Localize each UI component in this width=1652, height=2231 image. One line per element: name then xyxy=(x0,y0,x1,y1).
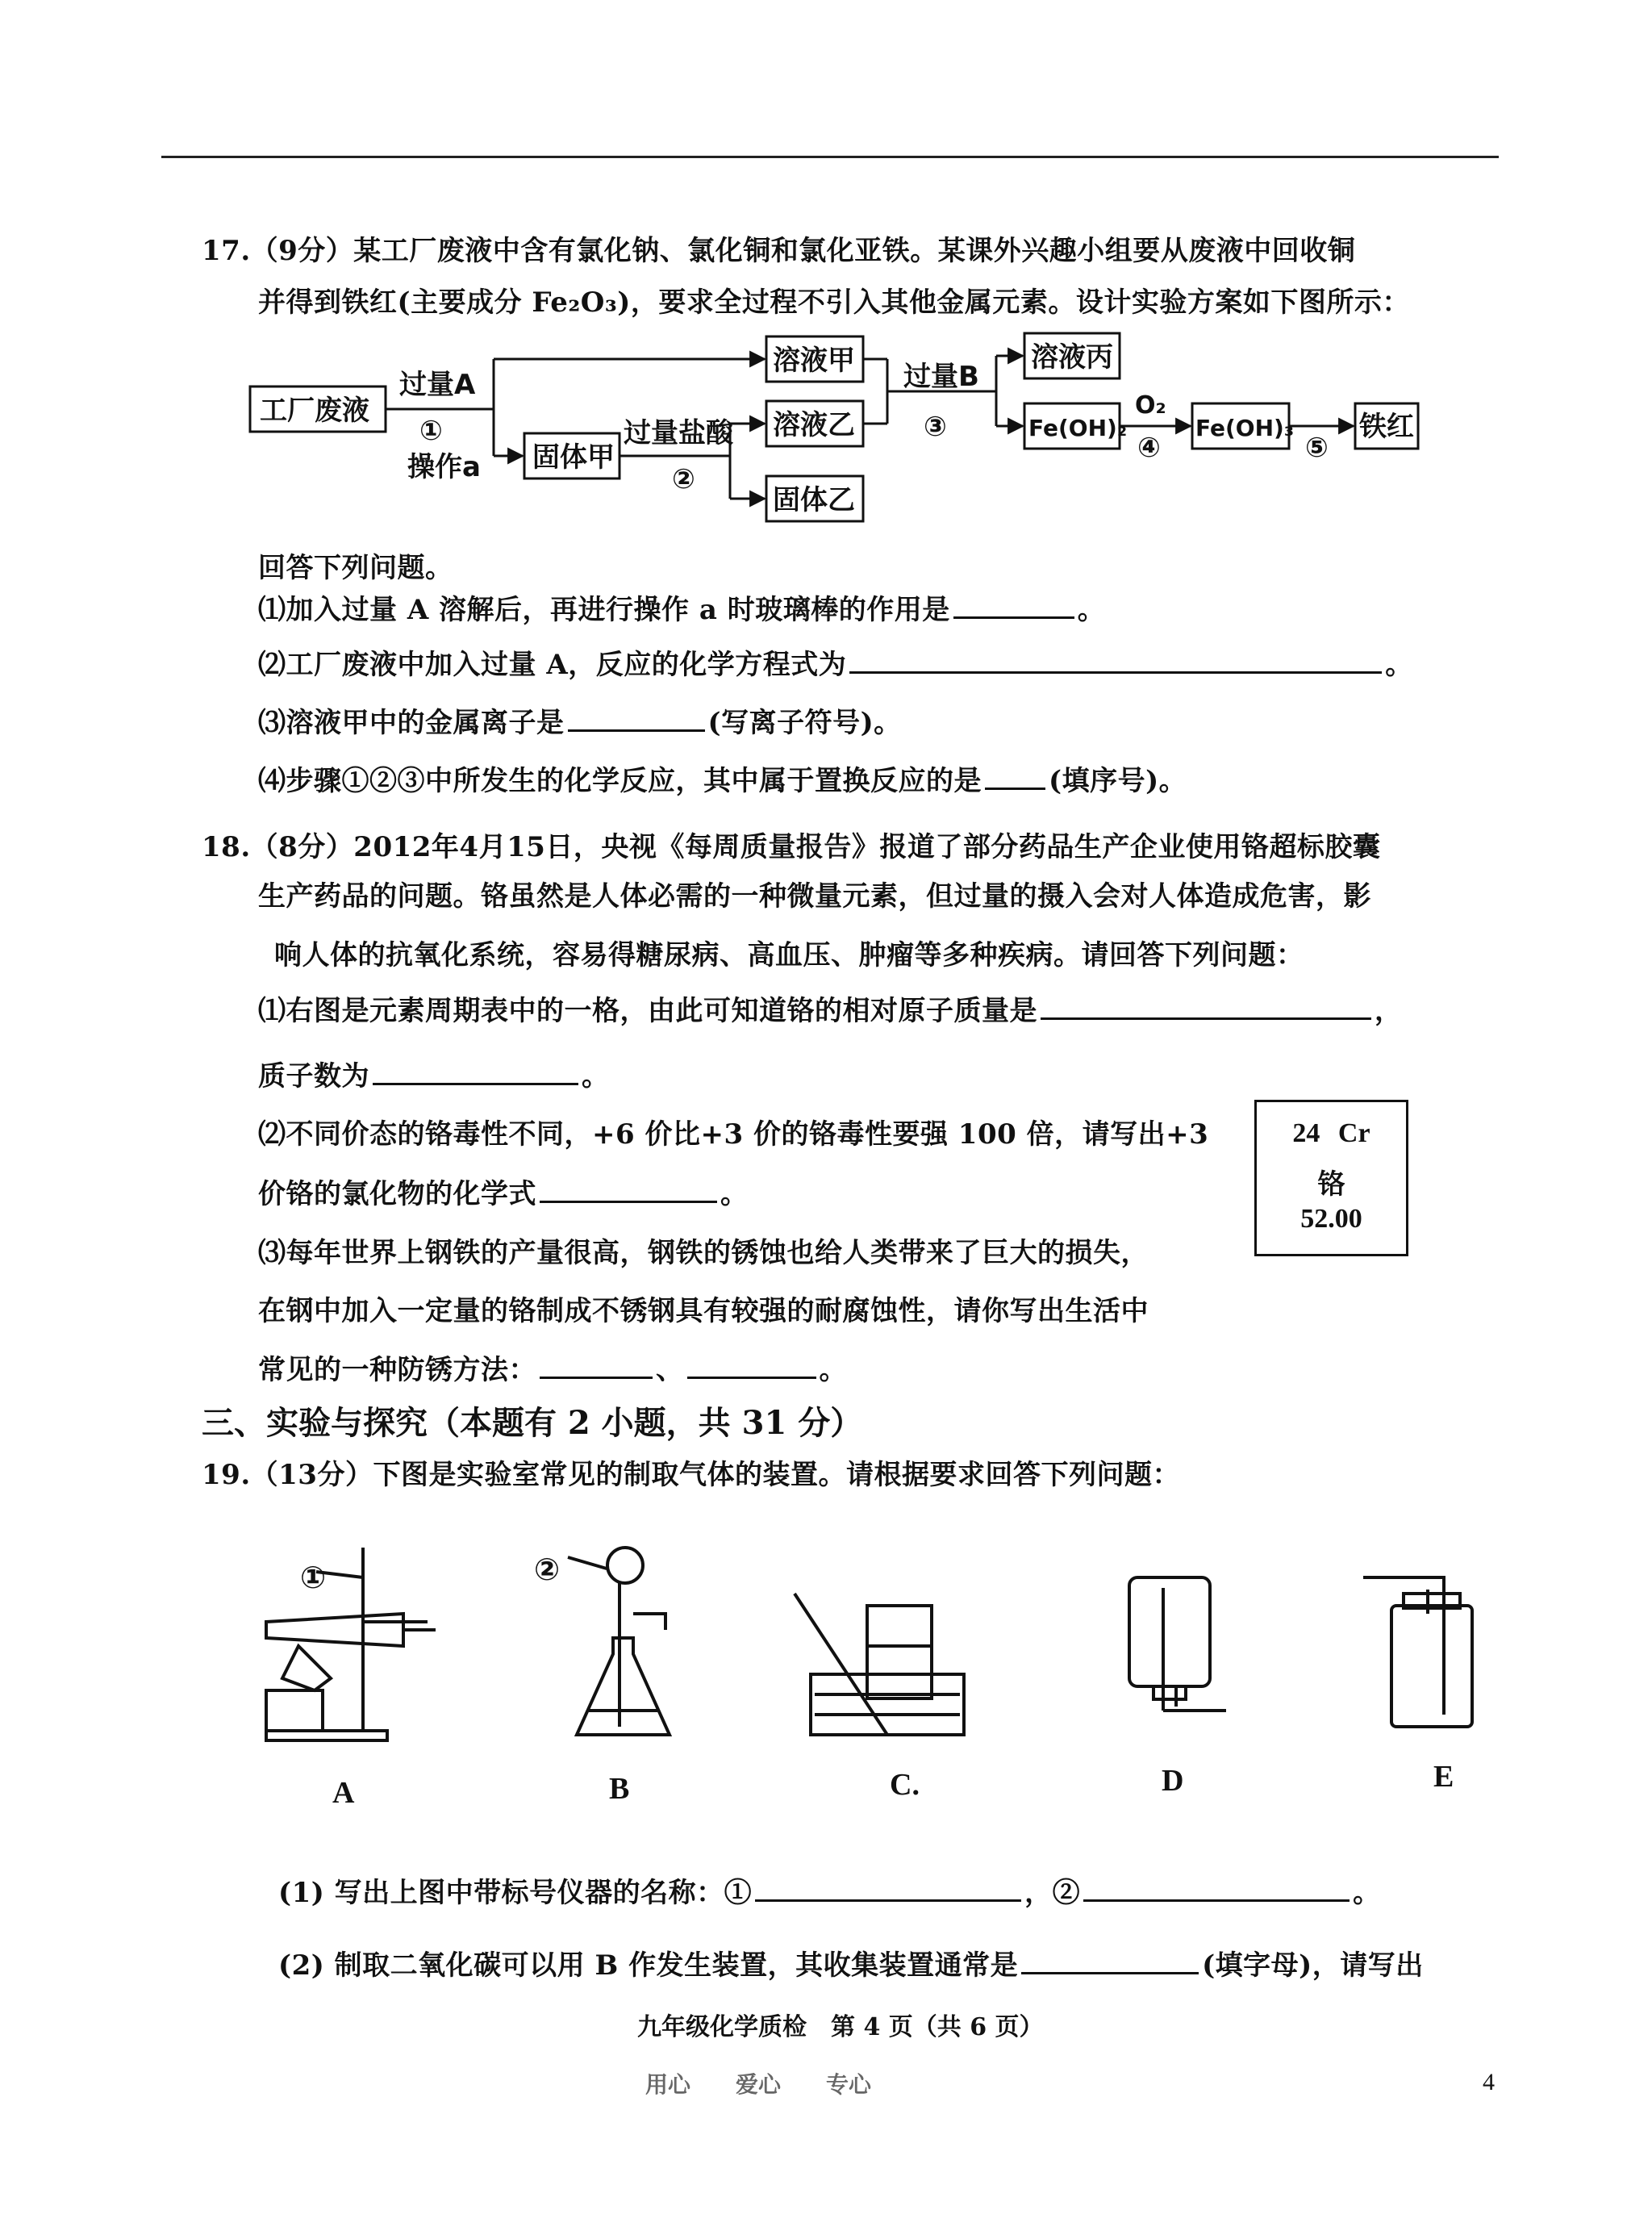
q18-sub2-line1: ⑵不同价态的铬毒性不同，+6 价比+3 价的铬毒性要强 100 倍，请写出+3 xyxy=(258,1118,1209,1151)
flow-text-o2: O₂ xyxy=(1135,391,1166,420)
apparatus-label-b: B xyxy=(609,1772,630,1806)
q18-line1: 18.（8分）2012年4月15日，央视《每周质量报告》报道了部分药品生产企业使用铬超标胶囊 xyxy=(202,831,1381,863)
page-number: 4 xyxy=(1483,2069,1495,2095)
flow-text-step5: ⑤ xyxy=(1305,432,1329,464)
flow-text-step3: ③ xyxy=(924,411,947,443)
flow-text-feoh2: Fe(OH)₂ xyxy=(1028,415,1128,441)
q18-line2: 生产药品的问题。铬虽然是人体必需的一种微量元素，但过量的摄入会对人体造成危害，影 xyxy=(258,880,1371,913)
flow-text-step4: ④ xyxy=(1137,432,1161,464)
footer-faint-text: 用心 爱心 专心 xyxy=(645,2071,872,2098)
flow-text-sol-jia: 溶液甲 xyxy=(773,345,855,377)
flow-text-feoh3: Fe(OH)₃ xyxy=(1195,415,1295,441)
apparatus-label-e: E xyxy=(1433,1760,1454,1794)
q19-sub1-blank2[interactable] xyxy=(1083,1875,1350,1902)
flow-text-excess-hcl: 过量盐酸 xyxy=(624,417,733,449)
apparatus-d xyxy=(1129,1577,1226,1711)
q18-sub3-end: 。 xyxy=(819,1354,847,1386)
flow-text-op-a: 操作a xyxy=(407,451,481,483)
apparatus-label-d: D xyxy=(1162,1764,1184,1798)
q19-sub1-text: (1) 写出上图中带标号仪器的名称：① xyxy=(278,1877,753,1909)
q18-sub2-end: 。 xyxy=(720,1178,749,1210)
q18-sub2-text: 价铬的氯化物的化学式 xyxy=(258,1178,536,1210)
flow-text-waste: 工厂废液 xyxy=(260,395,369,427)
q18-sub3-line1: ⑶每年世界上钢铁的产量很高，钢铁的锈蚀也给人类带来了巨大的损失， xyxy=(258,1237,1149,1269)
element-mass: 52.00 xyxy=(1300,1204,1362,1234)
q19-sub1-blank1[interactable] xyxy=(755,1875,1021,1902)
q19-sub2-blank[interactable] xyxy=(1021,1948,1199,1974)
flow-text-step1: ① xyxy=(419,415,443,447)
flow-text-excess-b: 过量B xyxy=(903,361,979,393)
q19-sub2-end: (填字母)，请写出 xyxy=(1202,1949,1424,1982)
q19-sub2-text: (2) 制取二氧化碳可以用 B 作发生装置，其收集装置通常是 xyxy=(278,1949,1019,1982)
q18-line3: 响人体的抗氧化系统，容易得糖尿病、高血压、肿瘤等多种疾病。请回答下列问题： xyxy=(274,939,1304,971)
flow-text-solid-jia: 固体甲 xyxy=(532,441,615,474)
q17-sub3-end: (写离子符号)。 xyxy=(707,707,902,739)
element-number: 24 xyxy=(1292,1118,1320,1148)
q18-sub1-end: 。 xyxy=(582,1060,610,1093)
apparatus-mark-1: ① xyxy=(300,1560,327,1595)
apparatus-label-a: A xyxy=(332,1776,355,1810)
flow-text-tiehong: 铁红 xyxy=(1359,411,1414,443)
flow-text-sol-yi: 溶液乙 xyxy=(773,409,855,441)
apparatus-c xyxy=(795,1594,964,1735)
q17-sub2-end: 。 xyxy=(1385,649,1413,681)
q17-sub1-end: 。 xyxy=(1077,594,1106,626)
flow-text-solid-yi: 固体乙 xyxy=(773,484,855,516)
apparatus-b xyxy=(568,1548,670,1735)
q17-sub3-text: ⑶溶液甲中的金属离子是 xyxy=(258,707,565,739)
section3-title: 三、实验与探究（本题有 2 小题，共 31 分） xyxy=(202,1404,863,1442)
q19-sub1 xyxy=(278,1870,1381,1910)
q17-sub2-text: ⑵工厂废液中加入过量 A，反应的化学方程式为 xyxy=(258,649,847,681)
apparatus-label-c: C. xyxy=(890,1768,920,1802)
footer-text: 九年级化学质检 第 4 页（共 6 页） xyxy=(637,2013,1044,2041)
q18-sub1-comma: ， xyxy=(1375,995,1403,1027)
q19-line1: 19.（13分）下图是实验室常见的制取气体的装置。请根据要求回答下列问题： xyxy=(202,1459,1180,1491)
apparatus-mark-2: ② xyxy=(534,1552,561,1587)
q18-sub3-text: 常见的一种防锈方法： xyxy=(258,1354,536,1386)
q17-sub1-text: ⑴加入过量 A 溶解后，再进行操作 a 时玻璃棒的作用是 xyxy=(258,594,950,626)
q19-sub2 xyxy=(278,1943,1424,1982)
apparatus-e xyxy=(1363,1577,1472,1727)
element-symbol: Cr xyxy=(1337,1118,1370,1148)
flow-text-excess-a: 过量A xyxy=(399,369,476,401)
q17-sub4-text: ⑷步骤①②③中所发生的化学反应，其中属于置换反应的是 xyxy=(258,765,982,797)
q17-answer-intro: 回答下列问题。 xyxy=(258,552,453,584)
q17-sub4-end: (填序号)。 xyxy=(1049,765,1187,797)
q18-sub1-text: ⑴右图是元素周期表中的一格，由此可知道铬的相对原子质量是 xyxy=(258,995,1037,1027)
q19-sub1-end: 。 xyxy=(1353,1877,1381,1909)
element-name: 铬 xyxy=(1317,1170,1345,1200)
q17-line1: 17.（9分）某工厂废液中含有氯化钠、氯化铜和氯化亚铁。某课外兴趣小组要从废液中回收铜 xyxy=(202,235,1356,267)
q18-sub3-line2: 在钢中加入一定量的铬制成不锈钢具有较强的耐腐蚀性，请你写出生活中 xyxy=(258,1295,1149,1327)
flow-text-sol-bing: 溶液丙 xyxy=(1031,341,1113,374)
apparatus-a xyxy=(266,1548,436,1740)
flow-text-step2: ② xyxy=(672,463,695,495)
q19-sub1-mid: ，② xyxy=(1024,1877,1081,1909)
q18-sub3-sep: 、 xyxy=(656,1354,684,1386)
q17-line2: 并得到铁红(主要成分 Fe₂O₃)，要求全过程不引入其他金属元素。设计实验方案如下图所示： xyxy=(258,286,1410,319)
q18-sub1-proton-text: 质子数为 xyxy=(258,1060,369,1093)
